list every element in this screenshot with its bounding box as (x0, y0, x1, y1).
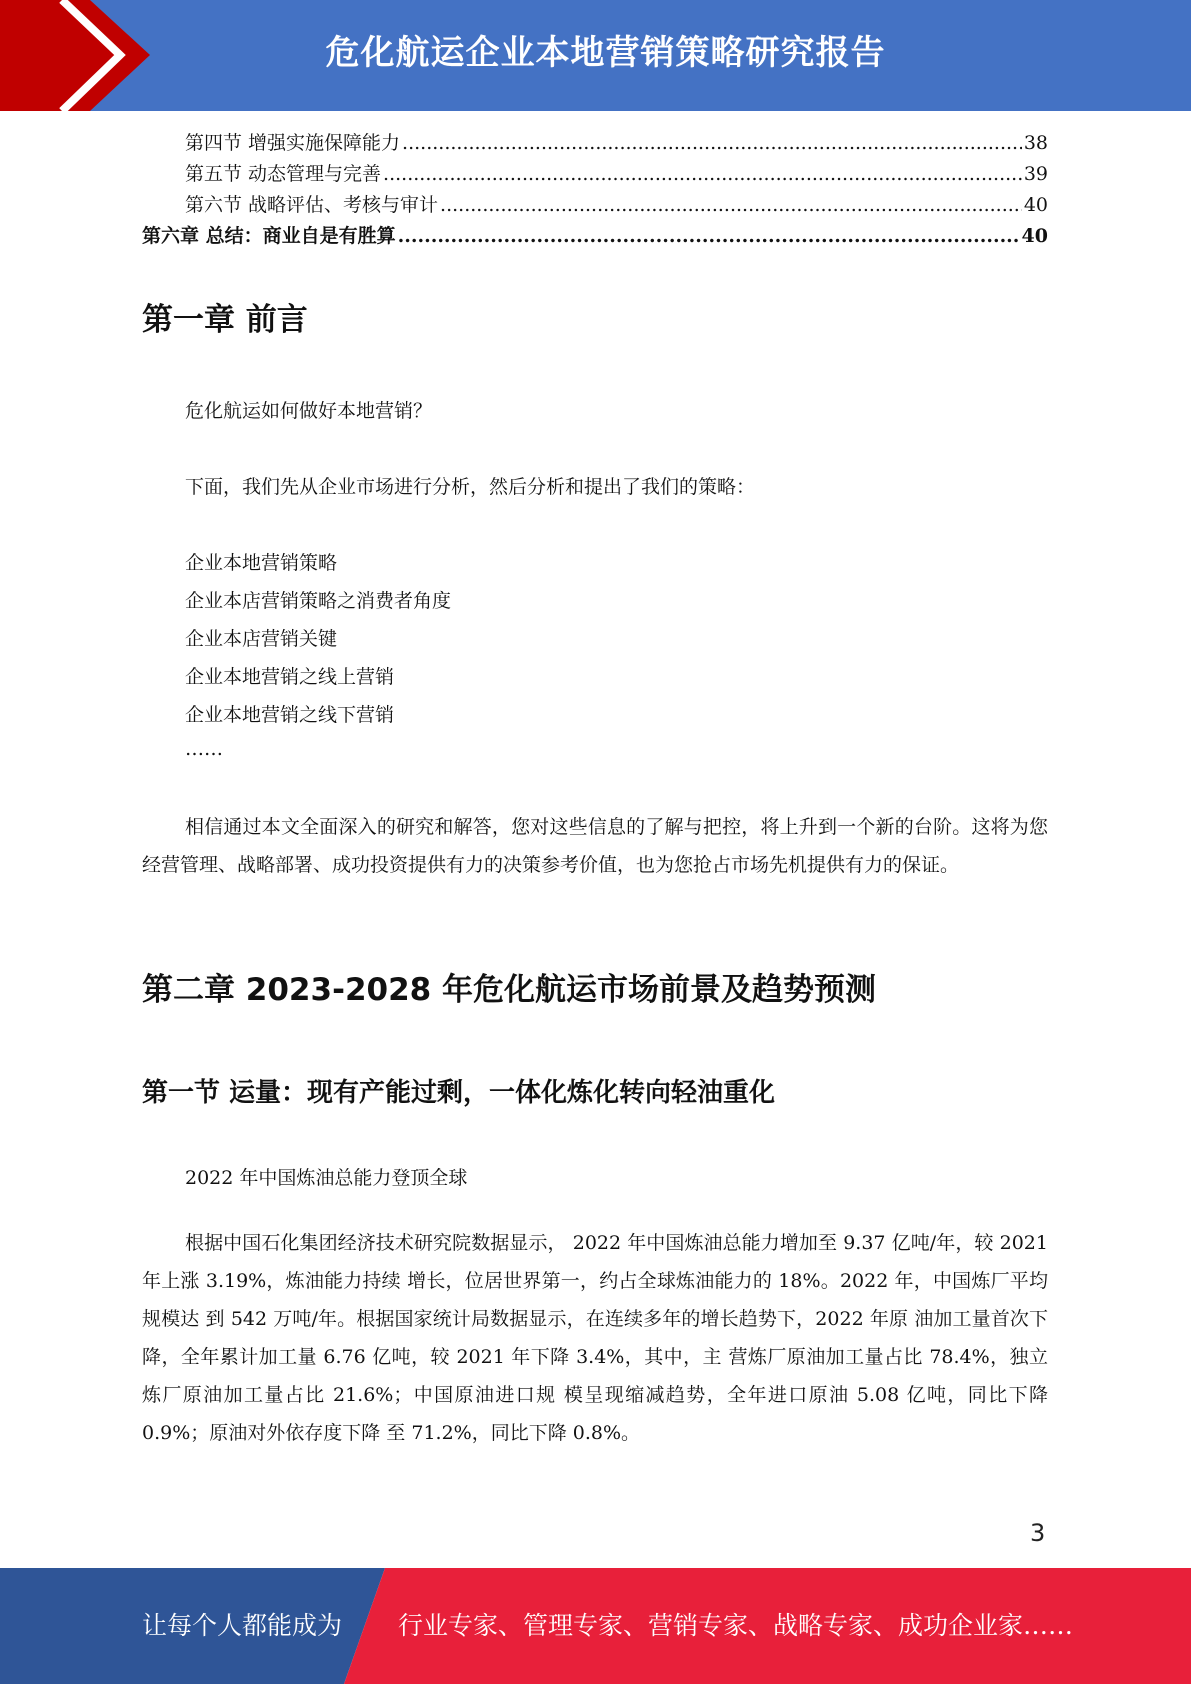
toc-leader-dots (383, 163, 1022, 185)
list-item: …… (185, 738, 223, 760)
toc-leader-dots (398, 225, 1020, 247)
toc-chapter-entry[interactable] (142, 221, 1048, 252)
list-item: 企业本地营销之线上营销 (185, 666, 395, 688)
toc-entry-label: 第四节 增强实施保障能力 (185, 132, 401, 154)
paragraph: 根据中国石化集团经济技术研究院数据显示， 2022 年中国炼油总能力增加至 9.37 亿吨/年，较 2021 年上涨 3.19%，炼油能力持续 增长，位居世界第一，约占全球炼油能力的 18%。2022 年，中国炼厂平均规模达 到 542 万吨/年。根据国家统计局数据显示，在连续多年的增长趋势下，2022 年原 油加工量首次下降，全年累计加工量 6.76 亿吨，较 2021 年下降 3.4%，其中，主 营炼厂原油加工量占比 78.4%，独立炼厂原油加工量占比 21.6%；中国原油进口规 模呈现缩减趋势，全年进口原油 5.08 亿吨，同比下降 0.9%；原油对外依存度下降 至 71.2%，同比下降 0.8%。 (142, 1232, 1048, 1444)
toc-leader-dots (402, 132, 1022, 154)
list-item: 企业本地营销策略 (185, 552, 338, 574)
section-heading: 第一节 运量：现有产能过剩，一体化炼化转向轻油重化 (142, 1078, 776, 1108)
table-of-contents (142, 128, 1048, 252)
toc-entry[interactable] (142, 128, 1048, 159)
toc-leader-dots (440, 194, 1022, 216)
toc-entry-label: 第五节 动态管理与完善 (185, 163, 382, 185)
paragraph: 相信通过本文全面深入的研究和解答，您对这些信息的了解与把控，将上升到一个新的台阶。这将为您经营管理、战略部署、成功投资提供有力的决策参考价值，也为您抢占市场先机提供有力的保证。 (142, 816, 1048, 876)
list-item: 企业本地营销之线下营销 (185, 704, 395, 726)
list-item: 企业本店营销策略之消费者角度 (185, 590, 452, 612)
paragraph: 危化航运如何做好本地营销？ (185, 400, 433, 422)
report-title: 危化航运企业本地营销策略研究报告 (325, 33, 886, 73)
page-number: 3 (1030, 1519, 1046, 1547)
toc-entry-page: 39 (1023, 163, 1048, 185)
topic-list (185, 544, 451, 764)
toc-entry-label: 第六章 总结：商业自是有胜算 (142, 225, 396, 247)
toc-entry[interactable] (142, 190, 1048, 221)
footer-slogan-left: 让每个人都能成为 (142, 1611, 343, 1640)
chapter-heading: 第二章 2023-2028 年危化航运市场前景及趋势预测 (142, 972, 877, 1008)
footer-slogan-right: 行业专家、管理专家、营销专家、战略专家、成功企业家…… (398, 1611, 1074, 1640)
page-footer (0, 1568, 1191, 1684)
list-item: 企业本店营销关键 (185, 628, 338, 650)
page-header (0, 0, 1191, 111)
toc-entry[interactable] (142, 159, 1048, 190)
chapter-heading: 第一章 前言 (142, 302, 308, 338)
toc-entry-page: 38 (1023, 132, 1048, 154)
paragraph: 下面，我们先从企业市场进行分析，然后分析和提出了我们的策略： (185, 476, 756, 498)
paragraph: 2022 年中国炼油总能力登顶全球 (185, 1167, 468, 1189)
toc-entry-label: 第六节 战略评估、考核与审计 (185, 194, 439, 216)
toc-entry-page: 40 (1021, 225, 1048, 247)
toc-entry-page: 40 (1023, 194, 1048, 216)
